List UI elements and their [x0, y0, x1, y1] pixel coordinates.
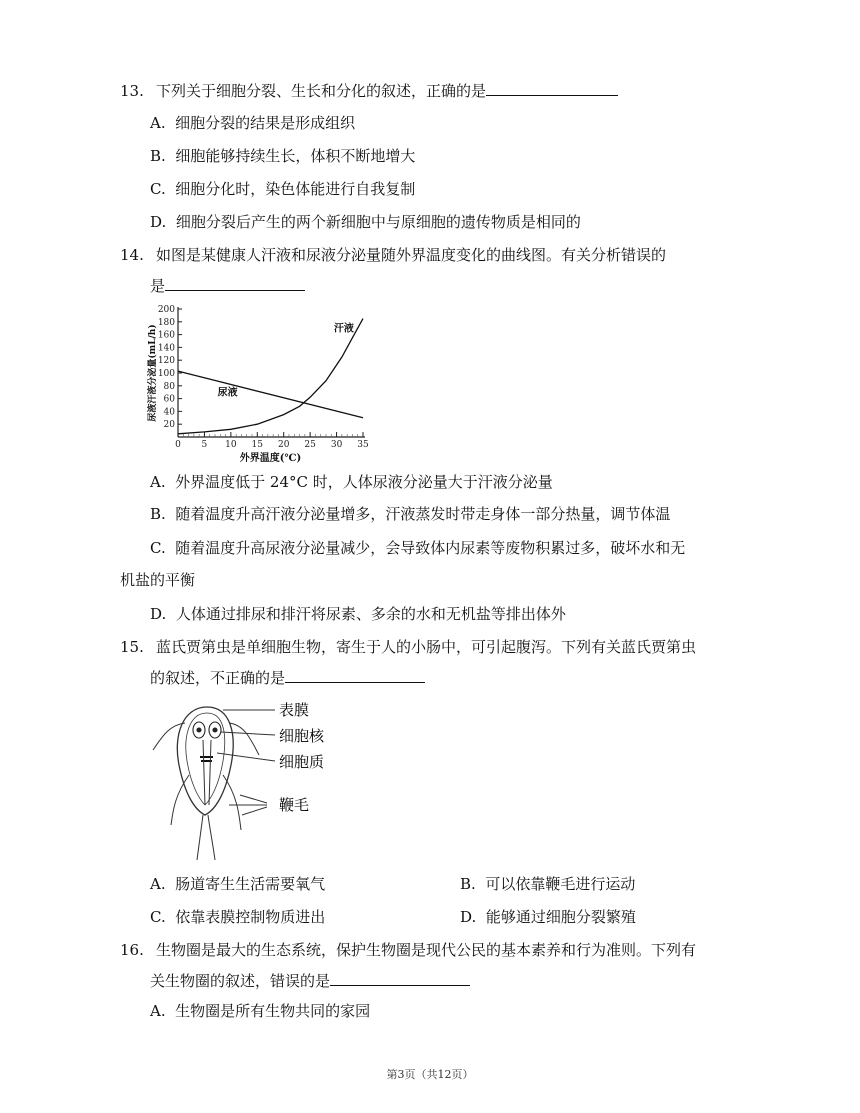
- page-footer: 第3页（共12页）: [386, 1068, 474, 1081]
- question-15-stem: 15. 蓝氏贾第虫是单细胞生物，寄生于人的小肠中，可引起腹泻。下列有关蓝氏贾第虫: [120, 638, 697, 656]
- label-leaders: [217, 710, 275, 815]
- flagella: [153, 723, 259, 860]
- q15-option-a: A. 肠道寄生生活需要氧气: [150, 875, 326, 893]
- series-line-0: [178, 319, 363, 434]
- nucleus-pair: [193, 722, 221, 738]
- median-body: [200, 757, 213, 761]
- q14-option-a: A. 外界温度低于 24°C 时，人体尿液分泌量大于汗液分泌量: [150, 473, 553, 491]
- answer-blank[interactable]: [486, 81, 618, 96]
- series-label-urine: 尿液: [217, 387, 238, 399]
- q14-option-c-cont: 机盐的平衡: [120, 571, 196, 589]
- question-14-stem: 14. 如图是某健康人汗液和尿液分泌量随外界温度变化的曲线图。有关分析错误的: [120, 246, 667, 264]
- chart-series: [178, 319, 363, 434]
- giardia-figure: [145, 695, 375, 865]
- x-tick-label: 5: [201, 440, 208, 450]
- q16-option-a: A. 生物圈是所有生物共同的家园: [150, 1002, 371, 1020]
- question-13-stem: 13. 下列关于细胞分裂、生长和分化的叙述，正确的是: [120, 80, 618, 101]
- y-tick-label: 100: [157, 369, 175, 379]
- q14-option-d: D. 人体通过排尿和排汗将尿素、多余的水和无机盐等排出体外: [150, 605, 566, 623]
- y-tick-label: 140: [157, 343, 175, 354]
- q13-option-c: C. 细胞分化时，染色体能进行自我复制: [150, 180, 416, 198]
- question-16-stem-line2: 关生物圈的叙述，错误的是: [150, 970, 470, 991]
- x-tick-label: 20: [277, 440, 290, 450]
- q13-option-b: B. 细胞能够持续生长，体积不断地增大: [150, 147, 416, 165]
- y-axis-label: 尿液汗液分泌量(mL/h): [148, 324, 158, 422]
- y-tick-label: 60: [163, 394, 175, 405]
- y-tick-label: 20: [163, 420, 175, 431]
- y-tick-label: 180: [157, 317, 175, 328]
- q13-option-a: A. 细胞分裂的结果是形成组织: [150, 114, 356, 132]
- x-tick-label: 15: [251, 440, 264, 450]
- y-tick-label: 80: [163, 381, 175, 392]
- q14-option-b: B. 随着温度升高汗液分泌量增多，汗液蒸发时带走身体一部分热量，调节体温: [150, 505, 671, 523]
- q13-option-d: D. 细胞分裂后产生的两个新细胞中与原细胞的遗传物质是相同的: [150, 213, 581, 231]
- sweat-urine-chart: [145, 300, 375, 465]
- x-tick-label: 35: [357, 440, 369, 450]
- label-pellicle: 表膜: [279, 701, 310, 719]
- answer-blank[interactable]: [330, 971, 470, 986]
- x-axis-label: 外界温度(℃): [239, 453, 302, 464]
- y-tick-label: 40: [163, 407, 175, 418]
- question-16-stem: 16. 生物圈是最大的生态系统，保护生物圈是现代公民的基本素养和行为准则。下列有: [120, 941, 697, 959]
- q15-option-d: D. 能够通过细胞分裂繁殖: [460, 908, 636, 926]
- answer-blank[interactable]: [285, 668, 425, 683]
- label-nucleus: 细胞核: [279, 727, 325, 745]
- question-14-stem-line2: 是: [150, 275, 305, 296]
- y-tick-label: 160: [157, 330, 175, 341]
- x-tick-label: 30: [330, 440, 343, 450]
- q15-option-c: C. 依靠表膜控制物质进出: [150, 908, 326, 926]
- series-line-1: [178, 371, 363, 418]
- label-flagella: 鞭毛: [279, 796, 310, 814]
- question-15-stem-line2: 的叙述，不正确的是: [150, 667, 425, 688]
- q14-option-c: C. 随着温度升高尿液分泌量减少，会导致体内尿素等废物积累过多，破坏水和无: [150, 539, 686, 557]
- series-label-sweat: 汗液: [333, 323, 354, 335]
- q15-option-b: B. 可以依靠鞭毛进行运动: [460, 875, 636, 893]
- label-cytoplasm: 细胞质: [279, 753, 325, 771]
- x-tick-label: 10: [225, 440, 237, 450]
- y-tick-label: 120: [157, 356, 175, 367]
- x-tick-label: 25: [304, 440, 316, 450]
- x-tick-label: 0: [175, 440, 181, 450]
- answer-blank[interactable]: [165, 276, 305, 291]
- y-tick-label: 200: [157, 305, 175, 315]
